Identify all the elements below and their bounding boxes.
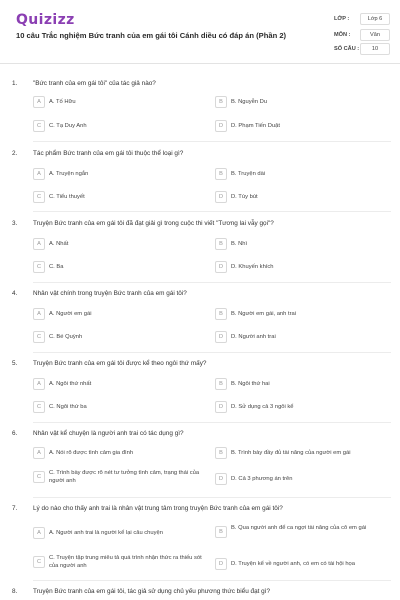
option-letter-box: C [33, 120, 45, 132]
option-c[interactable] [33, 556, 203, 578]
option-letter-box: A [33, 447, 45, 459]
question-number: 3. [12, 220, 18, 227]
option-a[interactable] [33, 96, 203, 111]
option-letter-box: D [215, 558, 227, 570]
worksheet-header [0, 0, 400, 64]
divider [33, 352, 391, 353]
option-text: D. Cả 3 phương án trên [231, 476, 293, 482]
option-text: A. Người em gái [49, 311, 92, 317]
divider [33, 497, 391, 498]
meta-value: Lớp 6 [360, 13, 390, 25]
option-letter-box: C [33, 556, 45, 568]
option-letter-box: B [215, 378, 227, 390]
question-text: Truyện Bức tranh của em gái tôi được kể theo ngôi thứ mấy? [33, 360, 207, 367]
option-letter-box: D [215, 401, 227, 413]
option-letter-box: A [33, 96, 45, 108]
divider [33, 580, 391, 581]
question-number: 1. [12, 80, 18, 87]
option-b[interactable] [215, 378, 385, 393]
option-text: D. Tùy bút [231, 194, 258, 200]
question-text: Tác phẩm Bức tranh của em gái tôi thuộc thể loại gì? [33, 150, 184, 157]
option-b[interactable] [215, 96, 385, 111]
option-d[interactable] [215, 261, 385, 276]
option-c[interactable] [33, 261, 203, 276]
option-text: A. Ngôi thứ nhất [49, 381, 92, 387]
meta-value: Văn [360, 29, 390, 41]
option-letter-box: A [33, 238, 45, 250]
option-d[interactable] [215, 120, 385, 135]
option-b[interactable] [215, 526, 385, 548]
option-d[interactable] [215, 401, 385, 416]
question-text: Lý do nào cho thấy anh trai là nhân vật trung tâm trong truyện Bức tranh của em gái tôi? [33, 505, 283, 512]
option-text: D. Sử dụng cả 3 ngôi kể [231, 404, 294, 410]
option-text: D. Khuyến khích [231, 264, 274, 270]
option-text: C. Ngôi thứ ba [49, 404, 87, 410]
option-letter-box: D [215, 191, 227, 203]
option-text: B. Người em gái, anh trai [231, 311, 297, 317]
option-text: B. Trình bày đầy đủ tài năng của người em gái [231, 450, 351, 456]
option-b[interactable] [215, 238, 385, 253]
option-d[interactable] [215, 331, 385, 346]
option-text: B. Truyện dài [231, 171, 266, 177]
option-d[interactable] [215, 473, 385, 488]
option-text: A. Truyện ngắn [49, 171, 89, 177]
question-number: 2. [12, 150, 18, 157]
option-text: A. Nhất [49, 241, 69, 247]
quizizz-logo: Quizizz [16, 12, 75, 28]
divider [33, 211, 391, 212]
option-b[interactable] [215, 168, 385, 183]
option-letter-box: C [33, 471, 45, 483]
option-c[interactable] [33, 471, 203, 493]
option-letter-box: D [215, 261, 227, 273]
option-text: D. Truyện kể về người anh, có em có tài hội họa [231, 561, 356, 567]
option-text: B. Nguyễn Du [231, 99, 268, 105]
option-d[interactable] [215, 191, 385, 206]
question-text: Nhân vật kể chuyện là người anh trai có tác dụng gì? [33, 430, 184, 437]
meta-grade [330, 13, 392, 26]
divider [33, 141, 391, 142]
option-text: D. Phạm Tiến Duật [231, 123, 280, 129]
question-text: "Bức tranh của em gái tôi" của tác giả nào? [33, 80, 156, 87]
option-c[interactable] [33, 331, 203, 346]
question-text: Truyện Bức tranh của em gái tôi đã đạt giải gì trong cuộc thi viết "Tương lai vẫy gọi"? [33, 220, 274, 227]
option-text: A. Người anh trai là người kể lại câu chuyện [49, 530, 163, 536]
option-text: B. Nhì [231, 241, 248, 247]
question-text: Truyện Bức tranh của em gái tôi, tác giả sử dụng chủ yếu phương thức biểu đạt gì? [33, 588, 271, 595]
option-text: A. Tố Hữu [49, 99, 76, 105]
option-text: A. Nói rõ được tình cảm gia đình [49, 450, 134, 456]
option-c[interactable] [33, 191, 203, 206]
option-letter-box: B [215, 308, 227, 320]
option-letter-box: A [33, 308, 45, 320]
question-number: 7. [12, 505, 18, 512]
option-letter-box: C [33, 331, 45, 343]
option-a[interactable] [33, 238, 203, 253]
option-a[interactable] [33, 168, 203, 183]
question-number: 5. [12, 360, 18, 367]
option-a[interactable] [33, 527, 203, 542]
option-text: D. Người anh trai [231, 334, 276, 340]
divider [33, 422, 391, 423]
option-text: B. Ngôi thứ hai [231, 381, 270, 387]
option-letter-box: D [215, 473, 227, 485]
option-letter-box: C [33, 191, 45, 203]
option-letter-box: B [215, 168, 227, 180]
option-letter-box: D [215, 331, 227, 343]
meta-question-count [330, 43, 392, 56]
option-letter-box: B [215, 526, 227, 538]
option-text: C. Tạ Duy Anh [49, 123, 87, 129]
meta-label: SỐ CÂU : [334, 46, 360, 52]
option-text: C. Bé Quỳnh [49, 334, 83, 340]
option-letter-box: A [33, 378, 45, 390]
option-a[interactable] [33, 447, 203, 462]
divider [33, 282, 391, 283]
option-d[interactable] [215, 558, 385, 573]
option-b[interactable] [215, 447, 385, 462]
option-b[interactable] [215, 308, 385, 323]
option-letter-box: B [215, 447, 227, 459]
option-letter-box: A [33, 168, 45, 180]
option-a[interactable] [33, 378, 203, 393]
question-number: 8. [12, 588, 18, 595]
option-a[interactable] [33, 308, 203, 323]
option-letter-box: B [215, 238, 227, 250]
option-text: C. Tiểu thuyết [49, 194, 85, 200]
option-text: C. Truyện tập trung miêu tả quá trình nhận thức ra thiếu sót của người anh [49, 555, 202, 570]
question-number: 6. [12, 430, 18, 437]
worksheet-title: 10 câu Trắc nghiệm Bức tranh của em gái tôi Cánh diều có đáp án (Phần 2) [16, 31, 287, 40]
meta-subject [330, 29, 392, 42]
meta-value: 10 [360, 43, 390, 55]
option-text: B. Qua người anh để ca ngợi tài năng của cô em gái [231, 525, 367, 531]
option-letter-box: C [33, 401, 45, 413]
option-letter-box: D [215, 120, 227, 132]
option-text: C. Trình bày được rõ nét tư tưởng tình cảm, trạng thái của người anh [49, 470, 200, 485]
question-text: Nhân vật chính trong truyện Bức tranh của em gái tôi? [33, 290, 187, 297]
meta-label: MÔN : [334, 32, 351, 38]
option-letter-box: B [215, 96, 227, 108]
option-letter-box: C [33, 261, 45, 273]
option-text: C. Ba [49, 264, 64, 270]
option-c[interactable] [33, 401, 203, 416]
question-number: 4. [12, 290, 18, 297]
option-letter-box: A [33, 527, 45, 539]
option-c[interactable] [33, 120, 203, 135]
meta-label: LỚP : [334, 16, 350, 22]
